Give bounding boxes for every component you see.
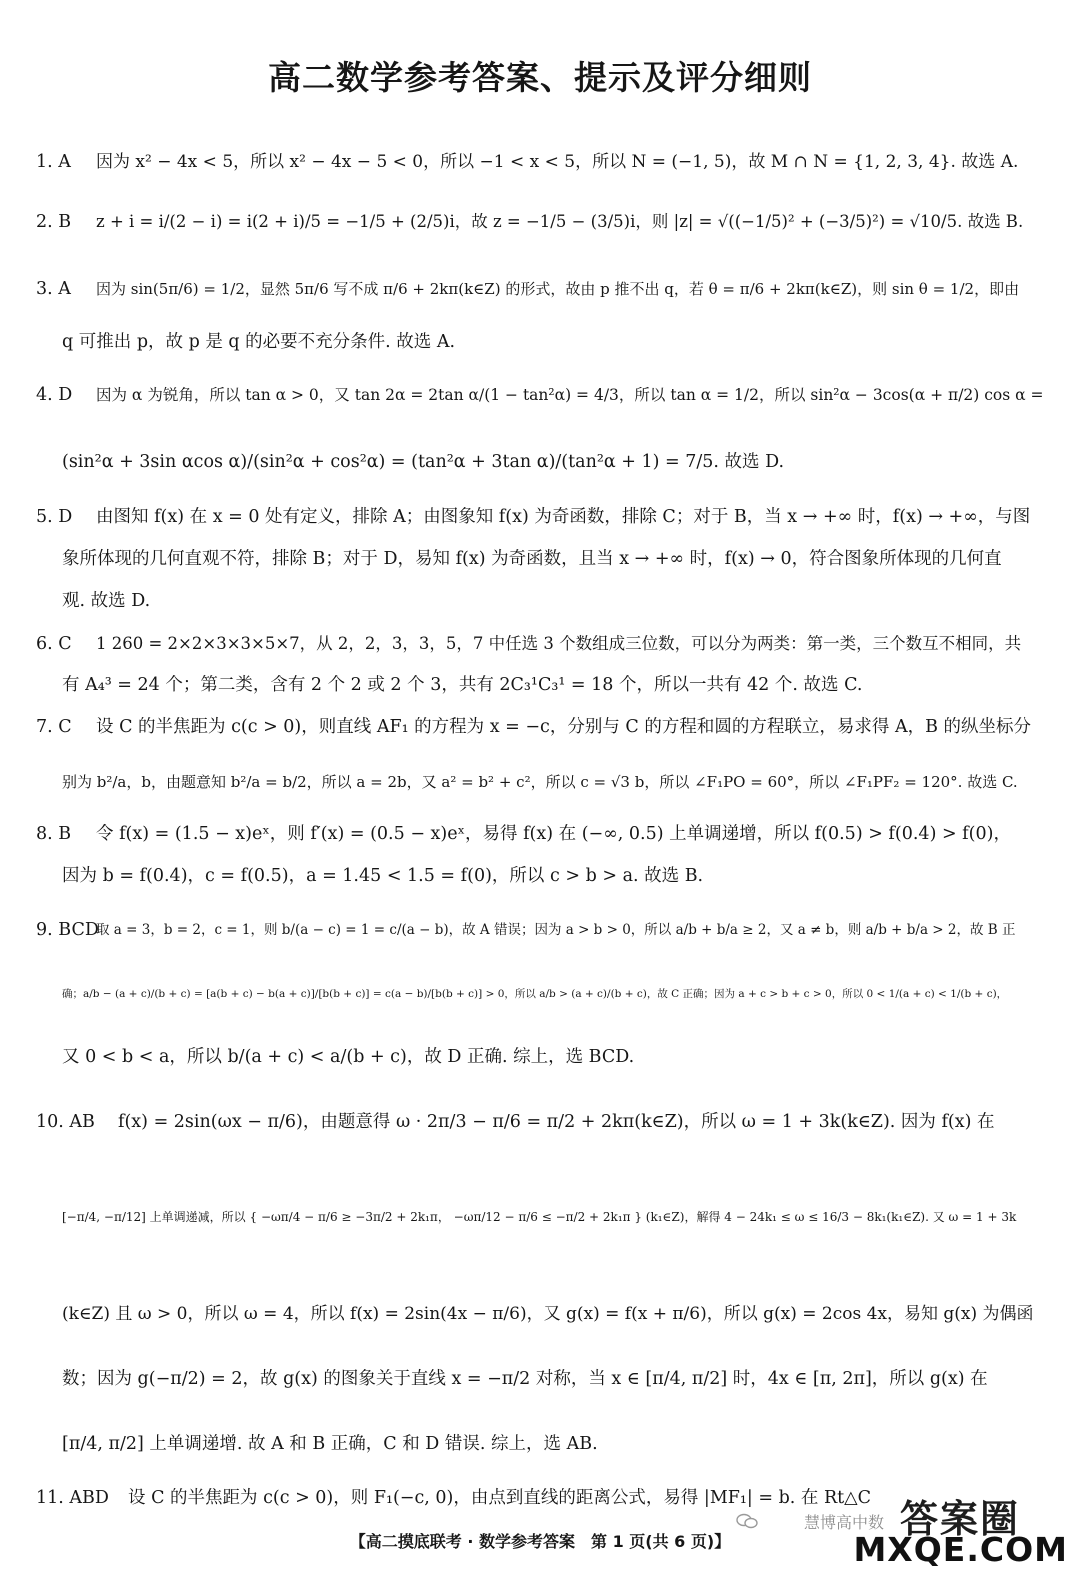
answer-line: 又 0 < b < a，所以 b/(a + c) < a/(b + c)，故 D 正确. 综上，选 BCD. xyxy=(62,1047,635,1067)
answer-line: 因为 sin(5π/6) = 1/2，显然 5π/6 写不成 π/6 + 2kπ(k∈Z) 的形式，故由 p 推不出 q，若 θ = π/6 + 2kπ(k∈Z)，则 sin θ = 1/2，即由 xyxy=(96,280,1020,298)
answer-line: 别为 b²/a，b，由题意知 b²/a = b/2，所以 a = 2b，又 a² = b² + c²，所以 c = √3 b，所以 ∠F₁PO = 60°，所以 ∠F₁PF₂ = 120°. 故选 C. xyxy=(62,773,1018,791)
answer-line: z + i = i/(2 − i) = i(2 + i)/5 = −1/5 + (2/5)i，故 z = −1/5 − (3/5)i，则 |z| = √((−1/5)² + (−3/5)²) = √10/5. 故选 B. xyxy=(96,212,1024,231)
answer-line: 令 f(x) = (1.5 − x)eˣ，则 f′(x) = (0.5 − x)eˣ，易得 f(x) 在 (−∞, 0.5) 上单调递增，所以 f(0.5) > f(0.4) > f(0)， xyxy=(96,824,1011,844)
answer-line: 因为 α 为锐角，所以 tan α > 0，又 tan 2α = 2tan α/(1 − tan²α) = 4/3，所以 tan α = 1/2，所以 sin²α − 3cos(α + π/2) cos α = xyxy=(96,386,1044,404)
answer-number: 3. A xyxy=(36,279,71,299)
answer-line: 因为 b = f(0.4)，c = f(0.5)，a = 1.45 < 1.5 = f(0)，所以 c > b > a. 故选 B. xyxy=(62,866,704,886)
page-footer: 【高二摸底联考 · 数学参考答案 第 1 页(共 6 页)】 xyxy=(349,1532,731,1551)
answer-number: 7. C xyxy=(36,717,72,737)
watermark-logo-cn: 答案圈 xyxy=(899,1497,1020,1541)
answer-number: 8. B xyxy=(36,824,72,844)
watermark-logo-en: MXQE.COM xyxy=(853,1530,1068,1569)
answer-line: 因为 x² − 4x < 5，所以 x² − 4x − 5 < 0，所以 −1 < x < 5，所以 N = (−1, 5)，故 M ∩ N = {1, 2, 3, 4}. 故选 A. xyxy=(96,152,1019,172)
answer-line: 确；a/b − (a + c)/(b + c) = [a(b + c) − b(a + c)]/[b(b + c)] = c(a − b)/[b(b + c)] > 0，所以 a/b > (a + c)/(b + c)，故 C 正确；因为 a + c > b + c > 0，所以 0 < 1/(a + c) < 1/(b + c)， xyxy=(62,988,1008,1000)
wechat-icon xyxy=(736,1513,758,1529)
answer-line: [−π/4, −π/12] 上单调递减，所以 { −ωπ/4 − π/6 ≥ −3π/2 + 2k₁π， −ωπ/12 − π/6 ≤ −π/2 + 2k₁π } (k₁∈Z)，解得 4 − 24k₁ ≤ ω ≤ 16/3 − 8k₁(k₁∈Z). 又 ω = 1 + 3k xyxy=(62,1210,1017,1224)
answer-line: 数；因为 g(−π/2) = 2，故 g(x) 的图象关于直线 x = −π/2 对称，当 x ∈ [π/4, π/2] 时，4x ∈ [π, 2π]，所以 g(x) 在 xyxy=(62,1369,988,1389)
answer-number: 6. C xyxy=(36,634,72,654)
answer-number: 1. A xyxy=(36,152,71,172)
answer-line: (sin²α + 3sin αcos α)/(sin²α + cos²α) = (tan²α + 3tan α)/(tan²α + 1) = 7/5. 故选 D. xyxy=(62,452,785,472)
answer-line: 设 C 的半焦距为 c(c > 0)，则直线 AF₁ 的方程为 x = −c，分别与 C 的方程和圆的方程联立，易求得 A，B 的纵坐标分 xyxy=(96,717,1031,737)
answer-line: f(x) = 2sin(ωx − π/6)，由题意得 ω · 2π/3 − π/6 = π/2 + 2kπ(k∈Z)，所以 ω = 1 + 3k(k∈Z). 因为 f(x) 在 xyxy=(118,1112,995,1132)
answer-line: 由图知 f(x) 在 x = 0 处有定义，排除 A；由图象知 f(x) 为奇函数，排除 C；对于 B，当 x → +∞ 时，f(x) → +∞，与图 xyxy=(96,507,1031,527)
answer-line: 1 260 = 2×2×3×3×5×7，从 2，2，3，3，5，7 中任选 3 个数组成三位数，可以分为两类：第一类，三个数互不相同，共 xyxy=(96,634,1022,653)
answer-line: 有 A₄³ = 24 个；第二类，含有 2 个 2 或 2 个 3，共有 2C₃¹C₃¹ = 18 个，所以一共有 42 个. 故选 C. xyxy=(62,675,863,695)
watermark-text: 慧博高中数 xyxy=(803,1513,884,1532)
answer-line: 设 C 的半焦距为 c(c > 0)，则 F₁(−c, 0)，由点到直线的距离公式，易得 |MF₁| = b. 在 Rt△C xyxy=(128,1488,872,1508)
answer-number: 2. B xyxy=(36,212,72,232)
answer-line: q 可推出 p，故 p 是 q 的必要不充分条件. 故选 A. xyxy=(62,332,456,352)
answer-line: 观. 故选 D. xyxy=(62,591,151,611)
answer-line: 取 a = 3，b = 2，c = 1，则 b/(a − c) = 1 = c/(a − b)，故 A 错误；因为 a > b > 0，所以 a/b + b/a ≥ 2，又 a ≠ b，则 a/b + b/a > 2，故 B 正 xyxy=(96,922,1016,938)
answer-line: 象所体现的几何直观不符，排除 B；对于 D，易知 f(x) 为奇函数，且当 x → +∞ 时，f(x) → 0，符合图象所体现的几何直 xyxy=(62,549,1002,569)
answer-line: [π/4, π/2] 上单调递增. 故 A 和 B 正确，C 和 D 错误. 综上，选 AB. xyxy=(62,1434,598,1454)
answer-number: 11. ABD xyxy=(36,1488,109,1508)
answer-number: 5. D xyxy=(36,507,73,527)
answer-number: 10. AB xyxy=(36,1112,95,1132)
answer-number: 4. D xyxy=(36,385,73,405)
page-title: 高二数学参考答案、提示及评分细则 xyxy=(268,58,812,97)
answer-number: 9. BCD xyxy=(36,920,99,940)
answer-line: (k∈Z) 且 ω > 0，所以 ω = 4，所以 f(x) = 2sin(4x − π/6)，又 g(x) = f(x + π/6)，所以 g(x) = 2cos 4x，易知 g(x) 为偶函 xyxy=(62,1304,1034,1324)
